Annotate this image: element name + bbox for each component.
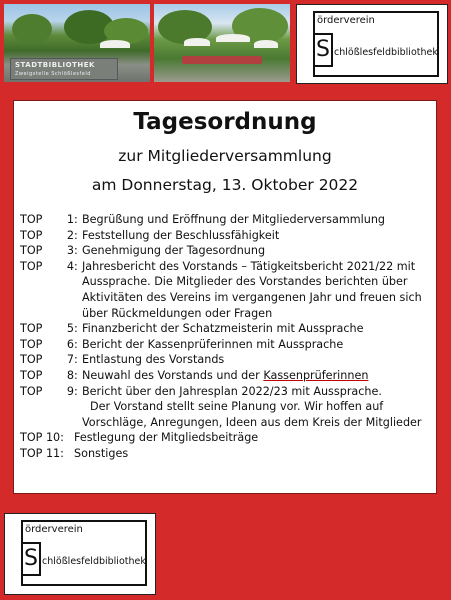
logo-frame — [331, 33, 333, 67]
page-title: Tagesordnung — [133, 109, 317, 135]
logo-frame — [21, 584, 147, 586]
crowd-shape — [182, 56, 262, 64]
agenda-item: TOP 8 : Neuwahl des Vorstands und der Kassenprüferinnen — [20, 368, 369, 382]
library-sign: STADTBIBLIOTHEK Zweigstelle Schlößlesfeld — [10, 58, 118, 80]
logo-frame — [313, 65, 333, 67]
agenda-item-continuation: über Rückmeldungen oder Fragen — [82, 306, 273, 320]
agenda-item: TOP 10: Festlegung der Mitgliedsbeiträge — [20, 431, 259, 445]
subtitle-meeting: zur Mitgliederversammlung — [118, 147, 332, 165]
agenda-card — [13, 100, 437, 494]
underlined-word: Kassenprüferinnen — [263, 368, 369, 382]
logo-frame — [21, 520, 147, 522]
agenda-item-continuation: Vorschläge, Anregungen, Ideen aus dem Kreis der Mitglieder — [82, 415, 422, 429]
logo-frame — [21, 542, 41, 544]
agenda-item-continuation: Der Vorstand stellt seine Planung vor. Wir hoffen auf — [90, 400, 384, 414]
logo-frame — [21, 520, 23, 586]
logo-frame — [145, 520, 147, 586]
tent-shape — [100, 40, 130, 48]
logo-frame — [39, 542, 41, 576]
logo-frame — [437, 11, 439, 77]
umbrella-shape — [184, 38, 210, 46]
library-photo — [4, 4, 150, 82]
agenda-item-continuation: Aussprache. Die Mitglieder des Vorstandes berichten über — [82, 275, 408, 289]
logo-word-bibliothek: chlößlesfeldbibliothek — [42, 556, 146, 567]
logo-word-foerderverein: örderverein — [317, 15, 375, 26]
agenda-item: TOP 9 : Bericht über den Jahresplan 2022/23 mit Aussprache. — [20, 384, 382, 398]
agenda-item: TOP 11: Sonstiges — [20, 446, 129, 460]
agenda-list — [20, 212, 434, 462]
logo-frame — [313, 11, 439, 13]
foerderverein-logo — [296, 4, 448, 84]
logo-frame — [313, 75, 439, 77]
logo-frame — [313, 33, 333, 35]
logo-frame — [313, 11, 315, 77]
festival-photo — [154, 4, 290, 82]
umbrella-shape — [216, 34, 250, 42]
header-strip — [0, 0, 451, 88]
agenda-item: TOP 6 : Bericht der Kassenprüferinnen mit Aussprache — [20, 337, 344, 351]
logo-word-foerderverein: örderverein — [25, 524, 83, 535]
subtitle-date: am Donnerstag, 13. Oktober 2022 — [91, 176, 359, 194]
tree-shape — [12, 14, 52, 44]
umbrella-shape — [254, 40, 278, 48]
agenda-item: TOP 1 : Begrüßung und Eröffnung der Mitgliederversammlung — [20, 213, 386, 226]
agenda-item: TOP 2 : Feststellung der Beschlussfähigkeit — [20, 228, 280, 242]
agenda-item: TOP 7 : Entlastung des Vorstands — [20, 353, 225, 367]
logo-frame — [21, 574, 41, 576]
agenda-item: TOP 4 : Jahresbericht des Vorstands – Tätigkeitsbericht 2021/22 mit — [20, 259, 416, 273]
logo-letter-s: S — [24, 546, 38, 571]
logo-word-bibliothek: chlößlesfeldbibliothek — [334, 47, 438, 58]
foerderverein-logo — [4, 513, 156, 595]
agenda-item-continuation: Aktivitäten des Vereins im vergangenen Jahr und freuen sich — [82, 290, 422, 304]
logo-letter-s: S — [316, 37, 330, 62]
agenda-item: TOP 5 : Finanzbericht der Schatzmeisterin mit Aussprache — [20, 322, 364, 336]
agenda-item: TOP 3 : Genehmigung der Tagesordnung — [20, 244, 266, 258]
